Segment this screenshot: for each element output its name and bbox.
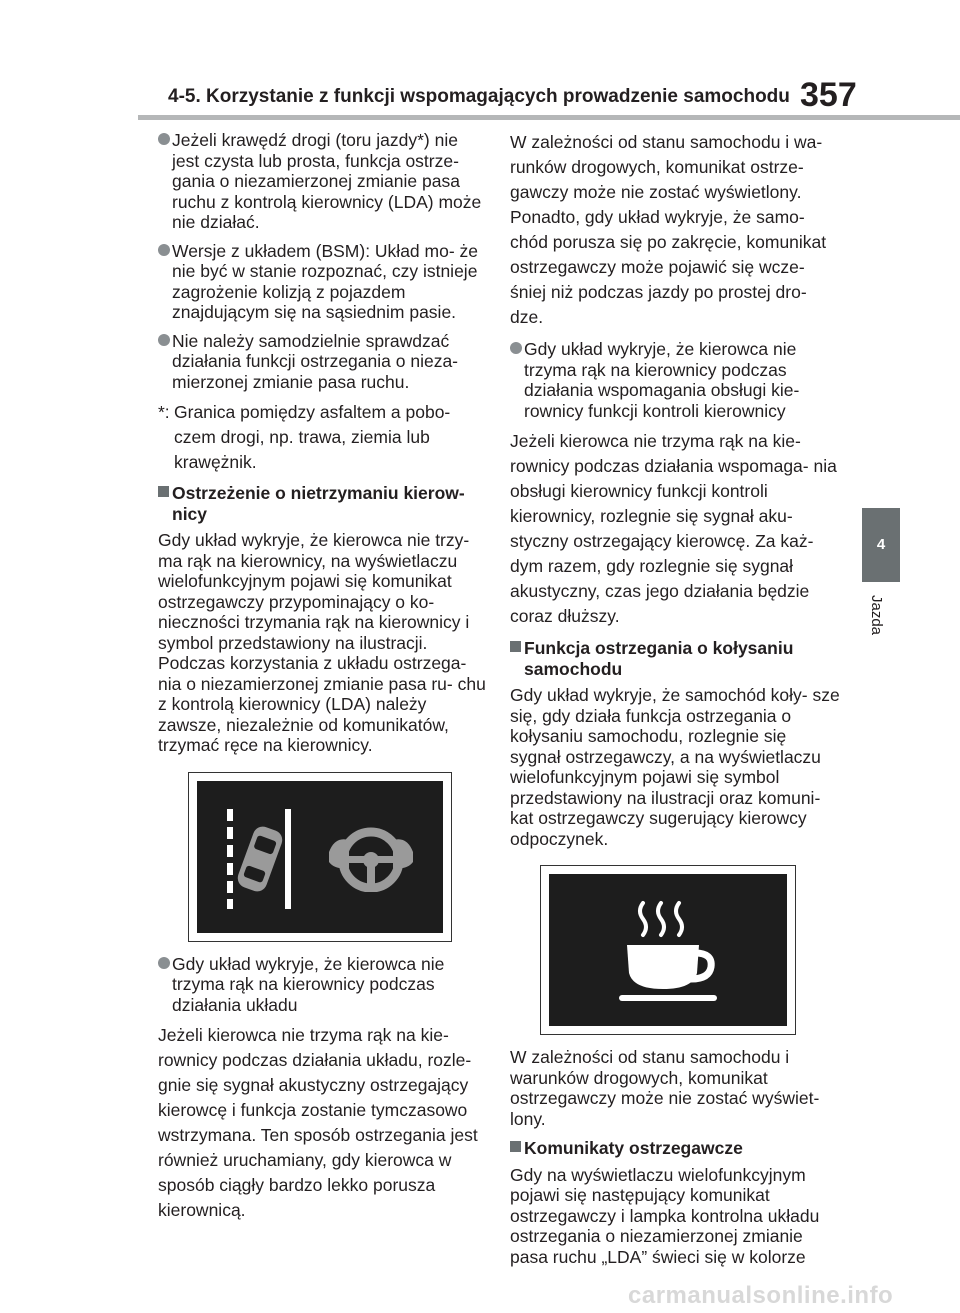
display-illustration-sway-warning [540, 865, 796, 1035]
chapter-tab[interactable]: 4 [862, 508, 900, 582]
section-heading: Ostrzeżenie o nietrzymaniu kierow- nicy [158, 483, 488, 524]
section-title: 4-5. Korzystanie z funkcji wspomagających prowadzenie samochodu [168, 86, 790, 107]
paragraph: Gdy na wyświetlaczu wielofunkcyjnym pojawi się następujący komunikat ostrzegawczy i lampka kontrolna układu ostrzegania o niezamierzonej zmianie pasa ruchu „LDA” świeci się w kolorze [510, 1164, 820, 1267]
page-header [0, 0, 960, 120]
bullet-item: Gdy układ wykryje, że kierowca nie trzyma rąk na kierownicy podczas działania wspomagania obsługi kie- rownicy funkcji kontroli kierownicy [510, 339, 840, 421]
coffee-cup-icon [613, 895, 723, 1005]
display-illustration-hands-off [188, 772, 452, 942]
footnote-text: Granica pomiędzy asfaltem a pobo- czem drogi, np. trawa, ziemia lub krawężnik. [174, 402, 451, 472]
paragraph: Jeżeli kierowca nie trzyma rąk na kie- rownicy podczas działania wspomaga- nia obsługi kierownicy funkcji kontroli kierownicy, rozlegnie się sygnał aku- styczny ostrzegający kierowcę. Za każ- dym razem, gdy rozlegnie się sygnał akustyczny, czas jego działania będzie coraz dłuższy. [510, 431, 837, 626]
header-divider [138, 115, 960, 120]
multi-info-display [549, 874, 787, 1026]
section-heading: Komunikaty ostrzegawcze [510, 1138, 840, 1159]
watermark: carmanualsonline.info [628, 1282, 894, 1309]
left-column [158, 130, 488, 1232]
hands-on-steering-wheel-icon [325, 822, 417, 892]
paragraph: Gdy układ wykryje, że kierowca nie trzy- ma rąk na kierownicy, na wyświetlaczu wielofunkcyjnym pojawi się komunikat ostrzegawczy przypominający o ko- nieczności trzymania rąk na kierownicy i symbol przedstawiony na ilustracji. Podczas korzystania z układu ostrzega- nia o niezamierzonej zmianie pasa ru- chu z kontrolą kierownicy (LDA) należy zawsze, niezależnie od komunikatów, trzymać ręce na kierownicy. [158, 530, 486, 755]
section-heading: Funkcja ostrzegania o kołysaniu samochodu [510, 638, 840, 679]
bullet-item: Gdy układ wykryje, że kierowca nie trzyma rąk na kierownicy podczas działania układu [158, 954, 488, 1016]
multi-info-display [197, 781, 443, 933]
bullet-item: Nie należy samodzielnie sprawdzać działania funkcji ostrzegania o nieza- mierzonej zmianie pasa ruchu. [158, 331, 488, 393]
page-number: 357 [800, 76, 857, 114]
right-column [510, 130, 840, 1276]
footnote-mark: *: [158, 402, 170, 422]
paragraph: Gdy układ wykryje, że samochód koły- sze się, gdy działa funkcja ostrzegania o kołysaniu samochodu, rozlegnie się sygnał ostrzegawczy, a na wyświetlaczu wielofunkcyjnym pojawi się symbol przedstawiony na ilustracji oraz komuni- kat ostrzegawczy sugerujący kierowcy odpoczynek. [510, 685, 840, 849]
chapter-label: Jazda [868, 595, 885, 636]
bullet-item: Jeżeli krawędź drogi (toru jazdy*) nie jest czysta lub prosta, funkcja ostrze- gania o niezamierzonej zmianie pasa ruchu z kontrolą kierownicy (LDA) może nie działać. [158, 130, 488, 233]
paragraph: W zależności od stanu samochodu i wa- runków drogowych, komunikat ostrze- gawczy może nie zostać wyświetlony. Ponadto, gdy układ wykryje, że samo- chód porusza się po zakręcie, komunikat ostrzegawczy może pojawić się wcze- śniej niż podczas jazdy po prostej dro- dze. [510, 132, 827, 327]
footnote [158, 400, 488, 475]
paragraph: Jeżeli kierowca nie trzyma rąk na kie- rownicy podczas działania układu, rozle- gnie się sygnał akustyczny ostrzegający kierowcę i funkcja zostanie tymczasowo wstrzymana. Ten sposób ostrzegania jest również uruchamiany, gdy kierowca w sposób ciągły bardzo lekko porusza kierownicą. [158, 1025, 478, 1220]
bullet-item: Wersje z układem (BSM): Układ mo- że nie być w stanie rozpoznać, czy istnieje zagrożenie kolizją z pojazdem znajdującym się na sąsiednim pasie. [158, 241, 488, 323]
paragraph: W zależności od stanu samochodu i warunków drogowych, komunikat ostrzegawczy może nie zostać wyświet- lony. [510, 1047, 820, 1129]
lane-departure-car-icon [223, 805, 297, 909]
